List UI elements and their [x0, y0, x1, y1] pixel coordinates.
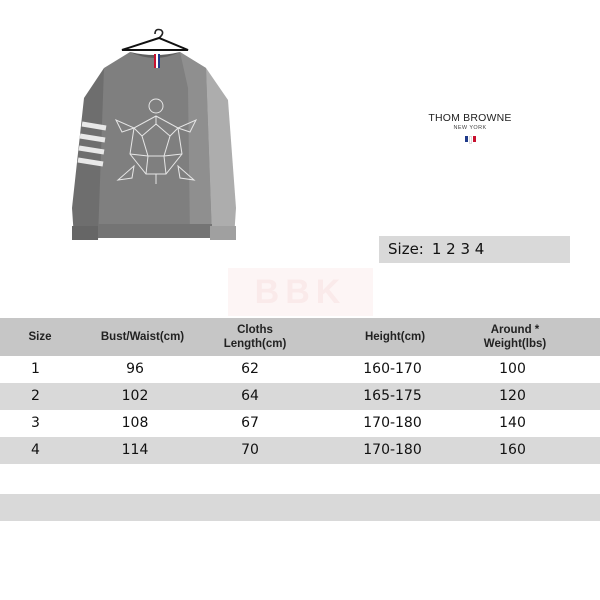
header-bust-waist: Bust/Waist(cm) [100, 331, 185, 343]
cell-bust: 102 [121, 388, 149, 404]
cell-length: 70 [241, 442, 259, 458]
cell-size: 2 [31, 388, 40, 404]
cell-weight: 120 [499, 388, 526, 404]
table-row [0, 437, 600, 464]
product-image [60, 28, 250, 248]
cell-size: 1 [31, 361, 40, 377]
tricolor-flag-icon [420, 136, 520, 144]
table-row [0, 356, 600, 383]
cell-length: 64 [241, 388, 259, 404]
cell-size: 3 [31, 415, 40, 431]
size-chart-table [0, 318, 600, 464]
sweater-illustration [60, 28, 250, 248]
size-label: Size: [388, 240, 424, 258]
footer-bar [0, 494, 600, 521]
table-header [0, 318, 600, 356]
cell-length: 62 [241, 361, 259, 377]
cell-bust: 114 [121, 442, 149, 458]
cell-size: 4 [31, 442, 40, 458]
cell-bust: 108 [121, 415, 149, 431]
available-sizes [379, 236, 570, 263]
flag-stripe-red [473, 136, 476, 142]
flag-stripe-white [469, 136, 472, 144]
cell-height: 170-180 [363, 442, 422, 458]
header-size: Size [28, 331, 52, 343]
size-values: 1 2 3 4 [431, 240, 485, 258]
watermark: BBK [228, 268, 373, 316]
header-weight: Around * Weight(lbs) [483, 324, 547, 350]
brand-logo [420, 112, 520, 144]
cell-weight: 160 [499, 442, 526, 458]
cell-weight: 100 [499, 361, 526, 377]
brand-location: NEW YORK [453, 125, 487, 131]
table-row [0, 410, 600, 437]
cell-height: 160-170 [363, 361, 422, 377]
table-row [0, 383, 600, 410]
brand-name: THOM BROWNE [428, 112, 512, 124]
header-height: Height(cm) [364, 331, 426, 343]
flag-stripe-blue [465, 136, 468, 142]
cell-length: 67 [241, 415, 259, 431]
header-cloths-length: Cloths Length(cm) [223, 324, 287, 350]
cell-bust: 96 [126, 361, 144, 377]
cell-height: 165-175 [363, 388, 422, 404]
cell-weight: 140 [499, 415, 526, 431]
cell-height: 170-180 [363, 415, 422, 431]
